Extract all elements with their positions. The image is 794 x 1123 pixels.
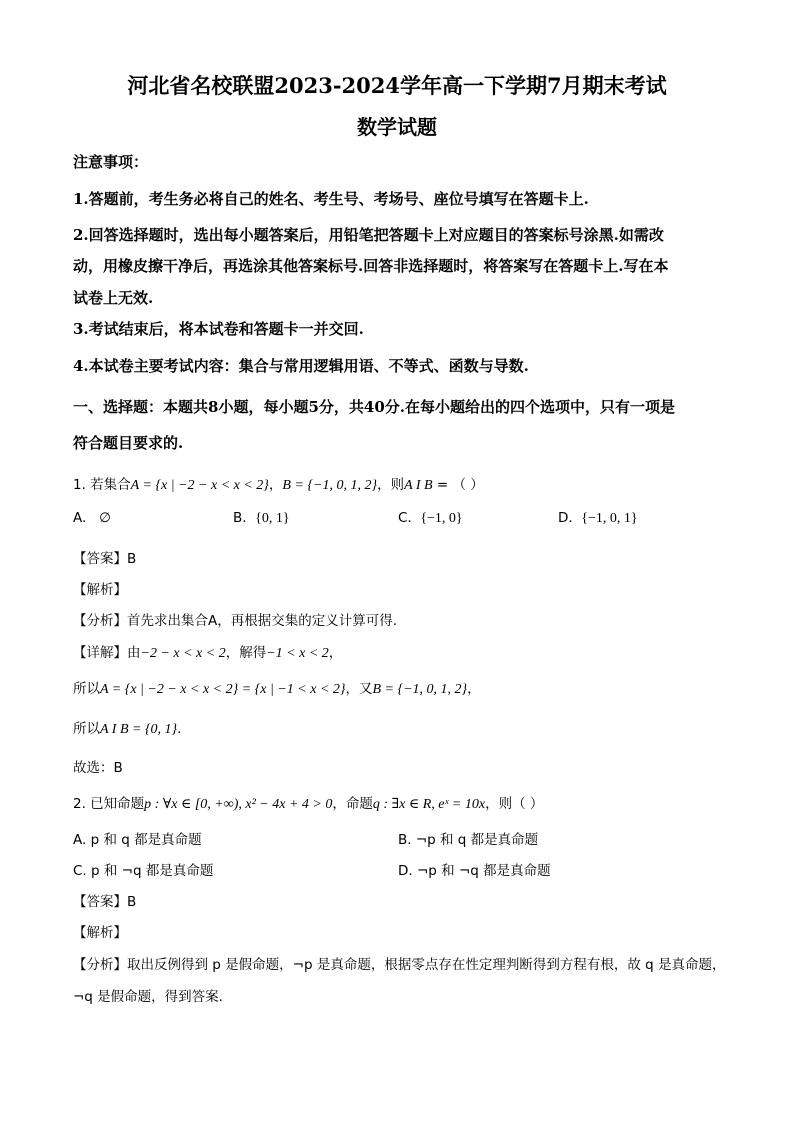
set-b-expression: B = {−1, 0, 1, 2} xyxy=(282,478,378,493)
answer-blank: ，则（ ） xyxy=(485,796,544,812)
section-heading-line-2: 符合题目要求的. xyxy=(73,434,184,452)
notice-item-3: 3.考试结束后，将本试卷和答题卡一并交回. xyxy=(73,320,364,338)
detail-tag: 【详解】 xyxy=(73,645,127,661)
detail-text: ，解得 xyxy=(225,645,267,661)
question-1-prefix: 1. 若集合 xyxy=(73,477,131,493)
q1-answer xyxy=(73,547,136,567)
option-value: {−1, 0, 1} xyxy=(581,511,638,526)
q1-analysis-tag: 【解析】 xyxy=(73,582,127,598)
inequality-expression: −2 − x < x < 2 xyxy=(140,646,226,661)
separator: ， xyxy=(467,681,481,697)
step-text: 所以 xyxy=(73,721,100,737)
fenxi-text: 首先求出集合A，再根据交集的定义计算可得. xyxy=(127,613,398,629)
notice-item-2-line-3: 试卷上无效. xyxy=(73,289,154,307)
q1-step-1 xyxy=(73,677,481,698)
exam-title: 河北省名校联盟2023-2024学年高一下学期7月期末考试 xyxy=(127,73,667,98)
question-2-prefix: 2. 已知命题 xyxy=(73,796,145,812)
question-2-mid: ，命题 xyxy=(332,796,373,812)
exam-subtitle: 数学试题 xyxy=(357,115,437,139)
q1-choose: 故选：B xyxy=(73,760,123,776)
q1-step-2 xyxy=(73,717,181,738)
q2-option-b: B. ¬p 和 q 都是真命题 xyxy=(398,832,539,848)
empty-set-symbol: ∅ xyxy=(99,510,111,526)
option-value: {−1, 0} xyxy=(420,511,463,526)
separator: . xyxy=(177,721,182,737)
fenxi-tag: 【分析】 xyxy=(73,957,127,973)
question-1-stem xyxy=(73,473,484,494)
q1-fenxi xyxy=(73,609,397,629)
question-1-then: ，则 xyxy=(377,477,405,493)
option-label: B. xyxy=(233,510,247,526)
question-2-stem xyxy=(73,792,543,813)
q1-option-c xyxy=(398,510,463,527)
notice-heading: 注意事项： xyxy=(73,153,149,171)
q2-answer xyxy=(73,890,136,910)
answer-value: B xyxy=(127,551,137,567)
intersection-expression: A I B xyxy=(404,478,433,493)
detail-text: 由 xyxy=(127,645,141,661)
answer-value: B xyxy=(127,894,137,910)
q1-option-b xyxy=(233,510,290,527)
step-text: ，又 xyxy=(345,681,373,697)
q2-option-a: A. p 和 q 都是真命题 xyxy=(73,832,202,848)
answer-tag: 【答案】 xyxy=(73,894,127,910)
answer-blank: = （ ） xyxy=(432,477,484,493)
q2-fenxi-line-2: ¬q 是假命题，得到答案. xyxy=(73,989,223,1005)
option-label: C. xyxy=(398,510,412,526)
fenxi-tag: 【分析】 xyxy=(73,613,127,629)
option-label: A. xyxy=(73,510,87,526)
fenxi-text: 取出反例得到 p 是假命题，¬p 是真命题，根据零点存在性定理判断得到方程有根，故 q 是真命题， xyxy=(127,957,726,973)
q2-option-d: D. ¬p 和 ¬q 都是真命题 xyxy=(398,863,551,879)
q1-detail xyxy=(73,641,342,662)
set-a-expression: A = {x | −2 − x < x < 2} xyxy=(130,478,269,493)
notice-item-2-line-1: 2.回答选择题时，选出每小题答案后，用铅笔把答题卡上对应题目的答案标号涂黑.如需改 xyxy=(73,226,664,244)
q2-option-c: C. p 和 ¬q 都是真命题 xyxy=(73,863,214,879)
proposition-q: q : ∃x ∈ R, eˣ = 10x xyxy=(372,797,486,812)
section-heading-line-1: 一、选择题：本题共8小题，每小题5分，共40分.在每小题给出的四个选项中，只有一项是 xyxy=(73,398,675,416)
q1-option-d xyxy=(558,510,638,527)
notice-item-4: 4.本试卷主要考试内容：集合与常用逻辑用语、不等式、函数与导数. xyxy=(73,357,529,375)
option-label: D. xyxy=(558,510,573,526)
solution-expression: −1 < x < 2 xyxy=(266,646,329,661)
set-a-derivation: A = {x | −2 − x < x < 2} = {x | −1 < x < 2} xyxy=(100,682,346,697)
intersection-result: A I B = {0, 1} xyxy=(100,722,178,737)
separator: ， xyxy=(268,477,283,493)
proposition-p: p : ∀x ∈ [0, +∞), x² − 4x + 4 > 0 xyxy=(144,797,333,812)
option-value: {0, 1} xyxy=(255,511,290,526)
answer-tag: 【答案】 xyxy=(73,551,127,567)
set-b-expression: B = {−1, 0, 1, 2} xyxy=(372,682,468,697)
notice-item-2-line-2: 动，用橡皮擦干净后，再选涂其他答案标号.回答非选择题时，将答案写在答题卡上.写在本 xyxy=(73,257,669,275)
notice-item-1: 1.答题前，考生务必将自己的姓名、考生号、考场号、座位号填写在答题卡上. xyxy=(73,190,589,208)
q2-analysis-tag: 【解析】 xyxy=(73,925,127,941)
q2-fenxi-line-1 xyxy=(73,953,725,973)
step-text: 所以 xyxy=(73,681,100,697)
q1-option-a xyxy=(73,510,111,526)
separator: ， xyxy=(328,645,343,661)
